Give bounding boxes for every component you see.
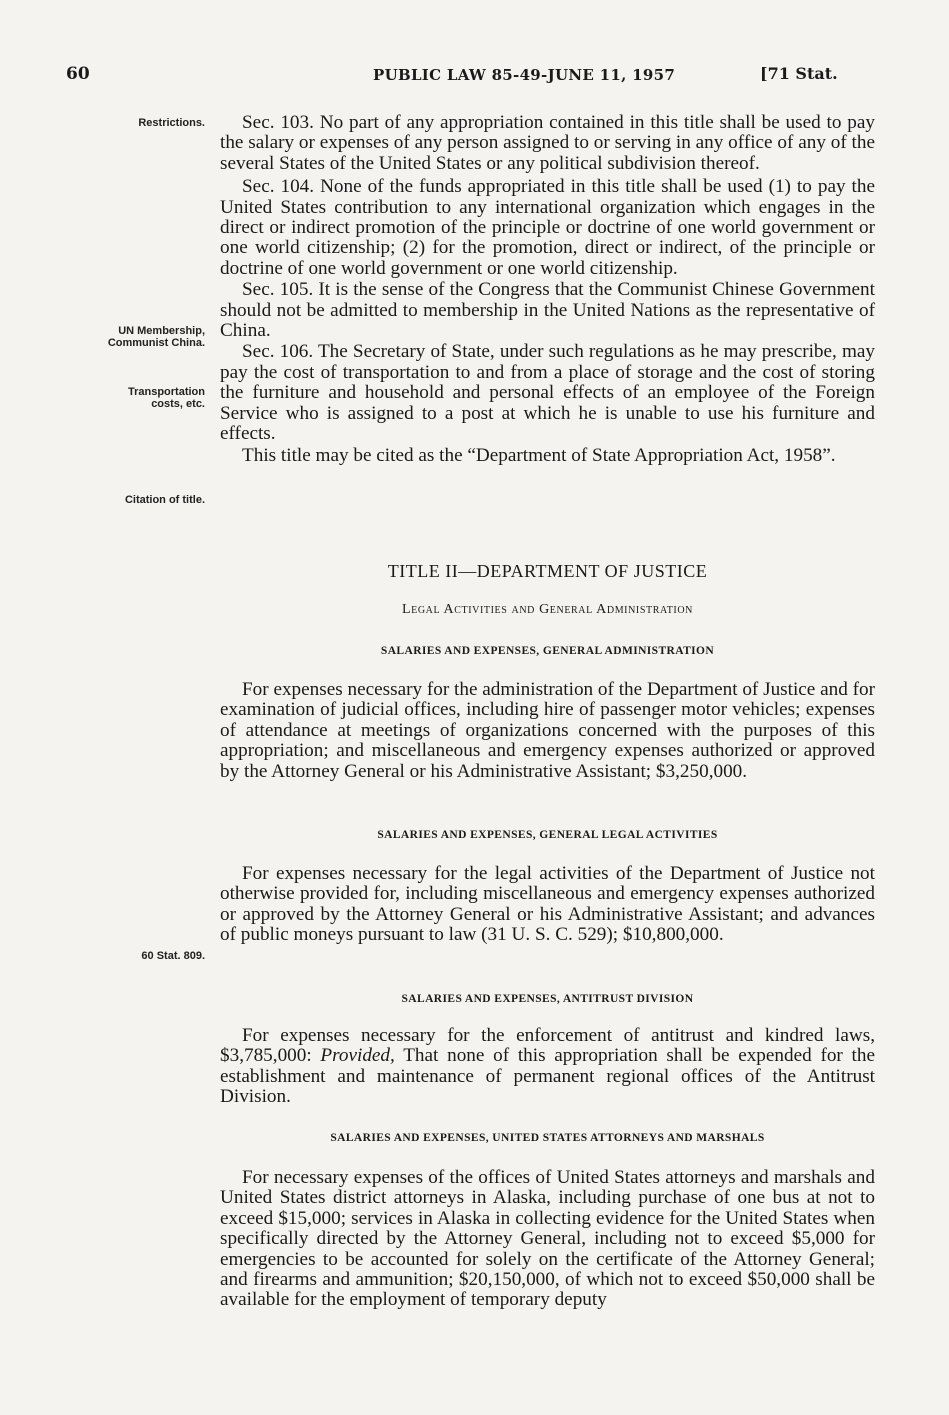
section-106: Sec. 106. The Secretary of State, under such regulations as he may prescribe, may pay the cost of transportation to and from a place of storage and the cost of storing the furniture and household and personal effects of an employee of the Foreign Service who is assigned to a post at which he is unable to use his furniture and effects. (220, 341, 875, 445)
page-header (0, 64, 949, 88)
statute-reference: [71 Stat. (760, 64, 838, 83)
attorneys-block (220, 1168, 875, 1311)
section-103: Sec. 103. No part of any appropriation contained in this title shall be used to pay the salary or expenses of any person assigned to or serving in any office of any of the several States of the United States or any political subdivision thereof. (220, 112, 875, 174)
section-105: Sec. 105. It is the sense of the Congress that the Communist Chinese Government should not be admitted to membership in the United Nations as the representative of China. (220, 279, 875, 342)
antitrust-text-b: That none of this appropriation shall be expended for the establishment and maintenance of permanent regional offices of the Antitrust Division. (220, 1045, 875, 1108)
general-admin-block (220, 680, 875, 782)
antitrust-text-a: For expenses necessary for the enforcement of antitrust and kindred laws, $3,785,000: (220, 1025, 875, 1067)
margin-note-restrictions: Restrictions. (138, 117, 205, 129)
legal-activities-text: For expenses necessary for the legal activities of the Department of Justice not otherwise provided for, including miscellaneous and emergency expenses authorized or approved by the Attorney General or his Administrative Assistant; and advances of public moneys pursuant to law (31 U. S. C. 529); $10,800,000. (220, 863, 875, 946)
margin-note-un-membership: UN Membership, Communist China. (107, 325, 205, 349)
margin-note-citation: Citation of title. (124, 494, 205, 506)
attorneys-text: For necessary expenses of the offices of United States attorneys and marshals and United States district attorneys in Alaska, including purchase of one bus at not to exceed $15,000; services in Alaska in collecting evidence for the United States when specifically directed by the Attorney General, including not to exceed $5,000 for emergencies to be accounted for solely on the certificate of the Attorney General; and firearms and ammunition; $20,150,000, of which not to exceed $50,000 shall be available for the employment of temporary deputy (220, 1167, 875, 1311)
legal-activities-subtitle: Legal Activities and General Administration (402, 602, 693, 617)
provided-italic: Provided, (320, 1045, 395, 1067)
page-number: 60 (66, 64, 90, 84)
legal-activities-block (220, 864, 875, 946)
section-104: Sec. 104. None of the funds appropriated in this title shall be used (1) to pay the United States contribution to any international organization which engages in the direct or indirect promotion of the principle or doctrine of one world government or one world citizenship; (2) for the promotion, direct or indirect, of the principle or doctrine of one world government or one world citizenship. (220, 176, 875, 279)
running-title: PUBLIC LAW 85-49-JUNE 11, 1957 (373, 66, 676, 84)
margin-note-stat-809: 60 Stat. 809. (141, 950, 205, 962)
general-admin-heading: SALARIES AND EXPENSES, GENERAL ADMINISTRATION (380, 645, 715, 657)
antitrust-text (220, 1026, 875, 1108)
antitrust-block (220, 1026, 875, 1108)
title-ii-heading: TITLE II—DEPARTMENT OF JUSTICE (387, 561, 708, 581)
attorneys-heading: SALARIES AND EXPENSES, UNITED STATES ATTORNEYS AND MARSHALS (330, 1132, 765, 1144)
general-admin-text: For expenses necessary for the administration of the Department of Justice and for examination of judicial offices, including hire of passenger motor vehicles; expenses of attendance at meetings of organizations concerned with the purposes of this appropriation; and miscellaneous and emergency expenses authorized or approved by the Attorney General or his Administrative Assistant; $3,250,000. (220, 679, 875, 782)
margin-note-transportation: Transportation costs, etc. (127, 386, 205, 410)
antitrust-heading: SALARIES AND EXPENSES, ANTITRUST DIVISION (401, 993, 694, 1005)
citation-paragraph: This title may be cited as the “Department of State Appropriation Act, 1958”. (242, 444, 836, 466)
legal-activities-heading: SALARIES AND EXPENSES, GENERAL LEGAL ACTIVITIES (377, 829, 718, 841)
sections-block (220, 113, 875, 466)
